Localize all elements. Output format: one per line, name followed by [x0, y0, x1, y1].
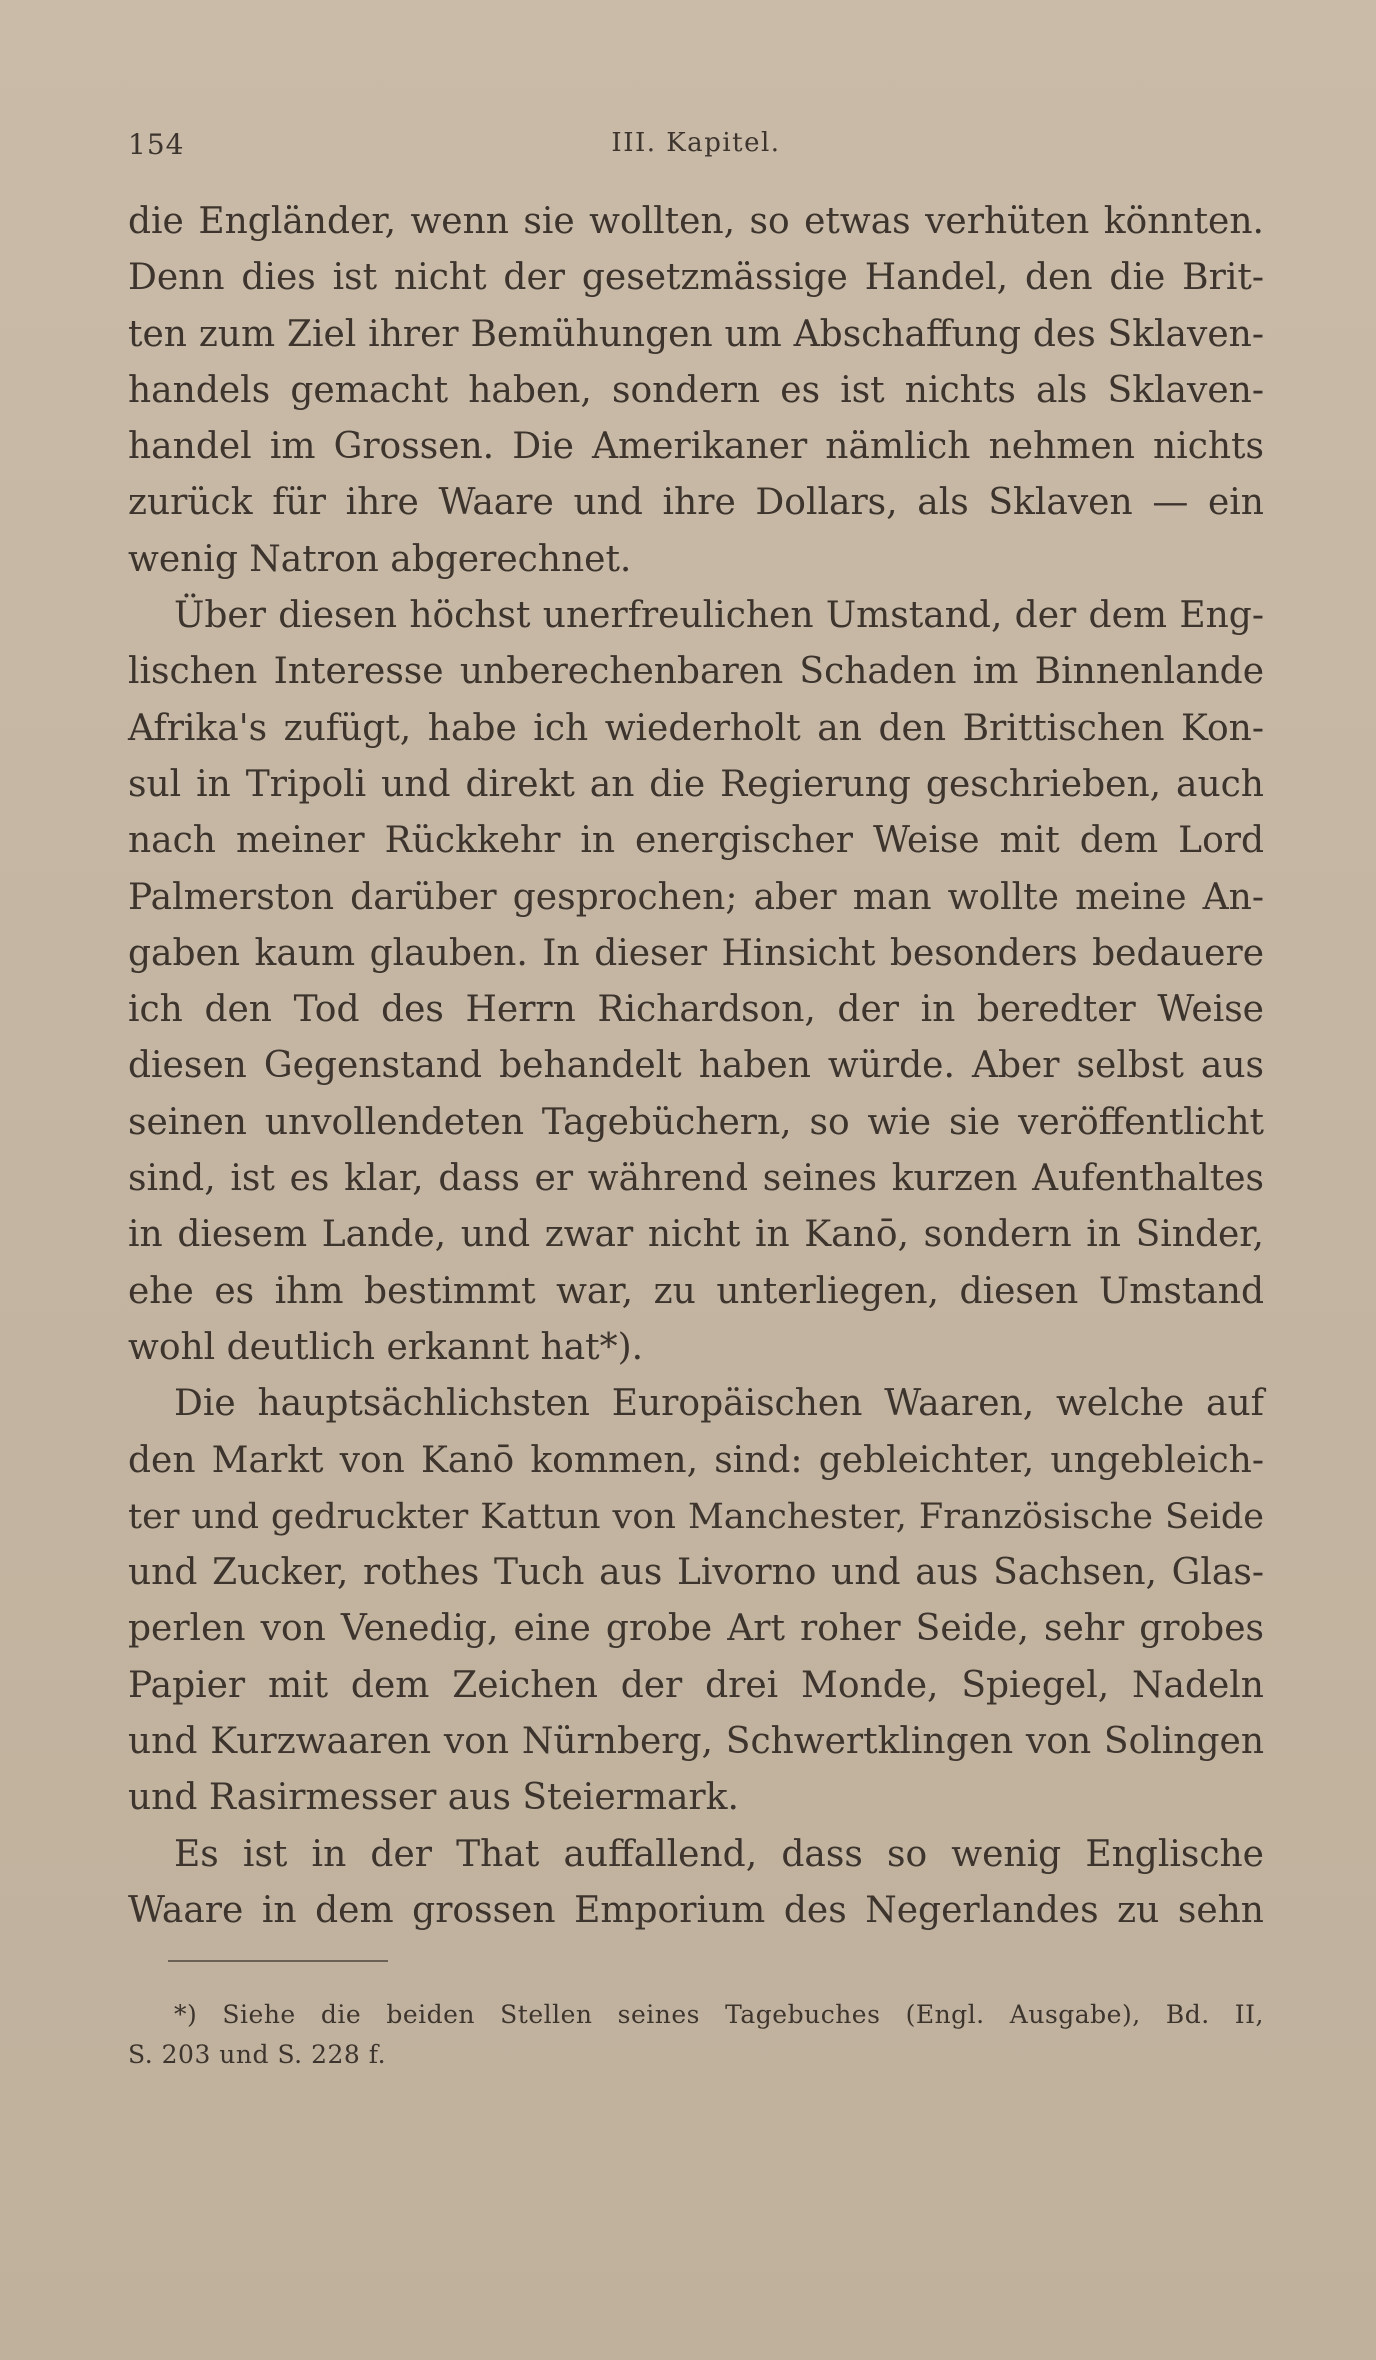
text-line: lischen Interesse unberechenbaren Schaden im Binnenlande [128, 651, 1264, 693]
text-line: wohl deutlich erkannt hat*). [128, 1326, 644, 1368]
footnote-line: *) Siehe die beiden Stellen seines Tagebuches (Engl. Ausgabe), Bd. II, [174, 2000, 1264, 2029]
chapter-title: III. Kapitel. [611, 128, 781, 158]
text-line: ich den Tod des Herrn Richardson, der in beredter Weise [128, 989, 1264, 1031]
text-line: und Kurzwaaren von Nürnberg, Schwertklingen von Solingen [128, 1721, 1264, 1763]
text-line: Denn dies ist nicht der gesetzmässige Handel, den die Brit- [128, 257, 1264, 299]
text-line: seinen unvollendeten Tagebüchern, so wie sie veröffentlicht [128, 1101, 1264, 1143]
text-line: Waare in dem grossen Emporium des Negerlandes zu sehn [128, 1889, 1264, 1931]
text-line: sind, ist es klar, dass er während seines kurzen Aufenthaltes [128, 1158, 1264, 1200]
running-head [128, 128, 1264, 168]
text-line: sul in Tripoli und direkt an die Regierung geschrieben, auch [128, 763, 1264, 805]
page-number: 154 [128, 128, 185, 161]
text-line: die Engländer, wenn sie wollten, so etwas verhüten könnten. [128, 201, 1264, 242]
footnote [128, 1995, 1264, 2075]
text-line: Afrika's zufügt, habe ich wiederholt an den Brittischen Kon- [128, 707, 1264, 749]
text-line: wenig Natron abgerechnet. [128, 538, 632, 580]
text-line: perlen von Venedig, eine grobe Art roher Seide, sehr grobes [128, 1608, 1264, 1650]
text-line: handels gemacht haben, sondern es ist nichts als Sklaven- [128, 369, 1264, 411]
text-line: diesen Gegenstand behandelt haben würde. Aber selbst aus [128, 1045, 1264, 1087]
text-line: Die hauptsächlichsten Europäischen Waaren, welche auf [174, 1383, 1264, 1425]
text-line: handel im Grossen. Die Amerikaner nämlich nehmen nichts [128, 426, 1264, 468]
text-line: Es ist in der That auffallend, dass so wenig Englische [174, 1833, 1264, 1875]
footnote-divider [168, 1960, 388, 1962]
text-line: Papier mit dem Zeichen der drei Monde, Spiegel, Nadeln [128, 1664, 1264, 1706]
text-line: ter und gedruckter Kattun von Manchester, Französische Seide [128, 1495, 1264, 1537]
text-line: und Rasirmesser aus Steiermark. [128, 1777, 739, 1819]
text-line: nach meiner Rückkehr in energischer Weise mit dem Lord [128, 820, 1264, 862]
text-line: ten zum Ziel ihrer Bemühungen um Abschaffung des Sklaven- [128, 313, 1264, 355]
text-line: gaben kaum glauben. In dieser Hinsicht besonders bedauere [128, 932, 1264, 974]
footnote-line: S. 203 und S. 228 f. [128, 2040, 387, 2069]
text-line: Über diesen höchst unerfreulichen Umstand, der dem Eng- [174, 595, 1264, 637]
text-line: Palmerston darüber gesprochen; aber man wollte meine An- [128, 876, 1264, 918]
text-line: in diesem Lande, und zwar nicht in Kanō, sondern in Sinder, [128, 1214, 1264, 1256]
text-line: zurück für ihre Waare und ihre Dollars, als Sklaven — ein [128, 482, 1264, 524]
text-line: den Markt von Kanō kommen, sind: gebleichter, ungebleich- [128, 1439, 1264, 1481]
text-line: ehe es ihm bestimmt war, zu unterliegen, diesen Umstand [128, 1270, 1264, 1312]
text-line: und Zucker, rothes Tuch aus Livorno und aus Sachsen, Glas- [128, 1552, 1264, 1594]
body-text [128, 194, 1264, 1939]
